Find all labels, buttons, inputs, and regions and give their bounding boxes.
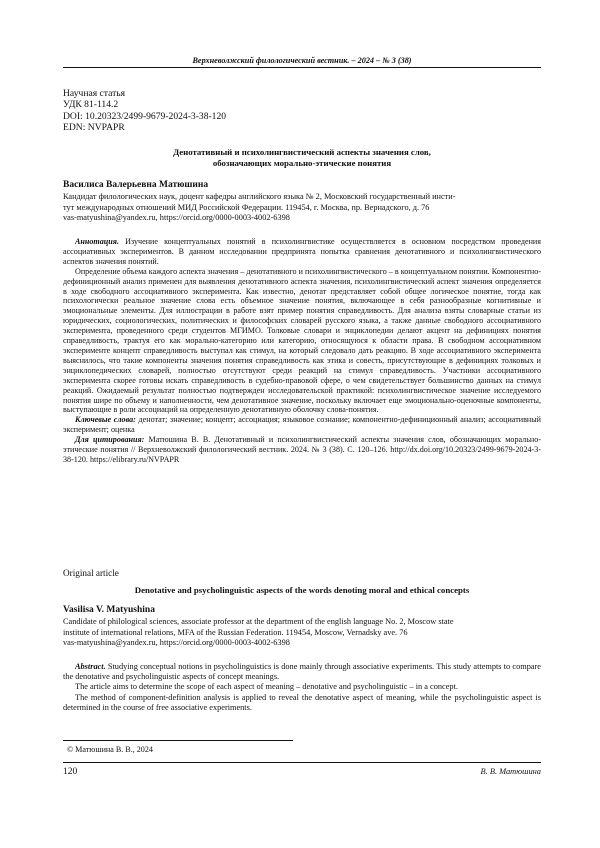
ru-abstract bbox=[63, 237, 541, 465]
en-title: Denotative and psycholinguistic aspects of the words denoting moral and ethical concepts bbox=[134, 585, 470, 595]
ru-keywords bbox=[63, 415, 541, 435]
en-affil-line-3: vas-matyushina@yandex.ru, https://orcid.org/0000-0003-4002-6398 bbox=[63, 638, 290, 648]
en-abstract-p3: The method of component-definition analysis is applied to reveal the denotative aspect of meaning, while the psycholinguistic aspect is determined in the course of free associative experiments. bbox=[63, 692, 541, 712]
ru-abstract-p2: Определение объема каждого аспекта значения – денотативного и психолингвистического – в концептуальном понятии. Компонентно-дефиниционный анализ применен для выявления денотативного аспекта значения, психолингвистический аспект значения определяется в ходе свободного ассоциативного эксперимента. Как известно, денотат представляет собой общее логическое понятие, тогда как психологически реальное значение слова есть объемное значение понятия, включающее в себя разнообразные когнитивные и эмоциональные элементы. Для иллюстрации в работе взят пример понятия справедливость. Для анализа взяты словарные статьи из юридических, социологических, политических и философских словарей русского языка, а также данные свободного ассоциативного эксперимента, проведенного среди студентов МГИМО. Толковые словари и энциклопедии делают акцент на дефинициях понятия справедливость, трактуя его как морально-категорию или категорию, относящуюся к области права. В свободном ассоциативном эксперименте концепт справедливость выступал как стимул, на который следовало дать реакцию. В ходе ассоциативного эксперимента выяснилось, что такие компоненты значения понятия справедливость как этика и совесть, присутствующие в дефинициях толковых и энциклопедических словарей, полностью отсутствуют среди реакций на стимул справедливость. Участники ассоциативного эксперимента скорее готовы искать справедливость в судебно-правовой сфере, о чем свидетельствует большинство данных на стимул реакций. Ожидаемый результат полностью подтвержден исследовательской практикой: психолингвистическое значение исследуемого понятия шире по объему и наполненности, чем денотативное значение, поскольку включает еще эмоционально-оценочные компоненты, выступающие в роли ассоциаций на определенную денотативную оболочку слова-понятия. bbox=[63, 266, 541, 415]
en-abstract-p1 bbox=[63, 662, 541, 682]
doi: DOI: 10.20323/2499-9679-2024-3-38-120 bbox=[63, 110, 227, 122]
header-rule bbox=[63, 67, 541, 68]
en-article-type: Original article bbox=[63, 568, 119, 578]
en-affiliation bbox=[63, 617, 541, 649]
ru-citation bbox=[63, 435, 541, 465]
udc: УДК 81-114.2 bbox=[63, 99, 119, 111]
en-affil-line-2: institute of international relations, MFA of the Russian Federation. 119454, Moscow, Vernadsky ave. 76 bbox=[63, 627, 408, 637]
page-number: 120 bbox=[63, 767, 78, 777]
en-abstract-p2: The article aims to determine the scope of each aspect of meaning – denotative and psycholinguistic – in a concept. bbox=[75, 682, 458, 692]
article-page bbox=[63, 0, 541, 848]
edn: EDN: NVPAPR bbox=[63, 121, 125, 133]
en-affil-line-1: Candidate of philological sciences, associate professor at the department of the english language No. 2, Moscow state bbox=[63, 617, 454, 626]
ru-author: Василиса Валерьевна Матюшина bbox=[63, 180, 209, 190]
ru-keywords-text: денотат; значение; концепт; ассоциация; языковое сознание; компонентно-дефиниционный анализ; ассоциативный эксперимент; оценка bbox=[63, 415, 541, 435]
footnote-rule bbox=[63, 740, 293, 741]
ru-affil-line-2: тут международных отношений МИД Российской Федерации. 119454, г. Москва, пр. Вернадского, д. 76 bbox=[63, 202, 430, 212]
ru-title bbox=[63, 147, 541, 169]
en-abstract-text-1: Studying conceptual notions in psycholinguistics is done mainly through associative experiments. This study attempts to compare the denotative and psycholinguistic aspects of concept meanings. bbox=[63, 662, 541, 682]
article-type: Научная статья bbox=[63, 88, 126, 99]
ru-keywords-label: Ключевые слова: bbox=[75, 415, 136, 425]
ru-title-line-2: обозначающих морально-этические понятия bbox=[212, 158, 392, 168]
article-meta bbox=[63, 88, 226, 133]
ru-title-line-1: Денотативный и психолингвистический аспекты значения слов, bbox=[173, 147, 431, 157]
en-abstract-label: Abstract. bbox=[75, 662, 106, 671]
copyright: © Матюшина В. В., 2024 bbox=[67, 745, 153, 754]
footer-rule bbox=[63, 762, 541, 763]
ru-affiliation bbox=[63, 192, 541, 224]
ru-affil-line-3: vas-matyushina@yandex.ru, https://orcid.org/0000-0003-4002-6398 bbox=[63, 213, 290, 223]
journal-header: Верхневолжский филологический вестник. – 2024 – № 3 (38) bbox=[192, 56, 412, 65]
en-abstract bbox=[63, 662, 541, 713]
ru-abstract-label: Аннотация. bbox=[75, 237, 119, 246]
ru-cite-text: Матюшина В. В. Денотативный и психолингвистический аспекты значения слов, обозначающих морально-этические понятия // Верхневолжский филологический вестник. 2024. № 3 (38). С. 120–126. http://dx.doi.org/10.20323/2499-9679-2024-3-38-120. https://elibrary.ru/NVPAPR bbox=[63, 435, 541, 464]
ru-abstract-text-1: Изучение концептуальных понятий в психолингвистике осуществляется в основном посредством проведения ассоциативных экспериментов. В данном исследовании предпринята попытка сравнения денотативного и психолингвистического аспектов значения понятий. bbox=[63, 237, 541, 266]
en-author: Vasilisa V. Matyushina bbox=[63, 605, 155, 615]
ru-cite-label: Для цитирования: bbox=[75, 435, 145, 445]
ru-abstract-p1 bbox=[63, 237, 541, 267]
ru-affil-line-1: Кандидат филологических наук, доцент кафедры английского языка № 2, Московский государственный инсти- bbox=[63, 192, 456, 201]
running-author: В. В. Матюшина bbox=[480, 767, 541, 776]
